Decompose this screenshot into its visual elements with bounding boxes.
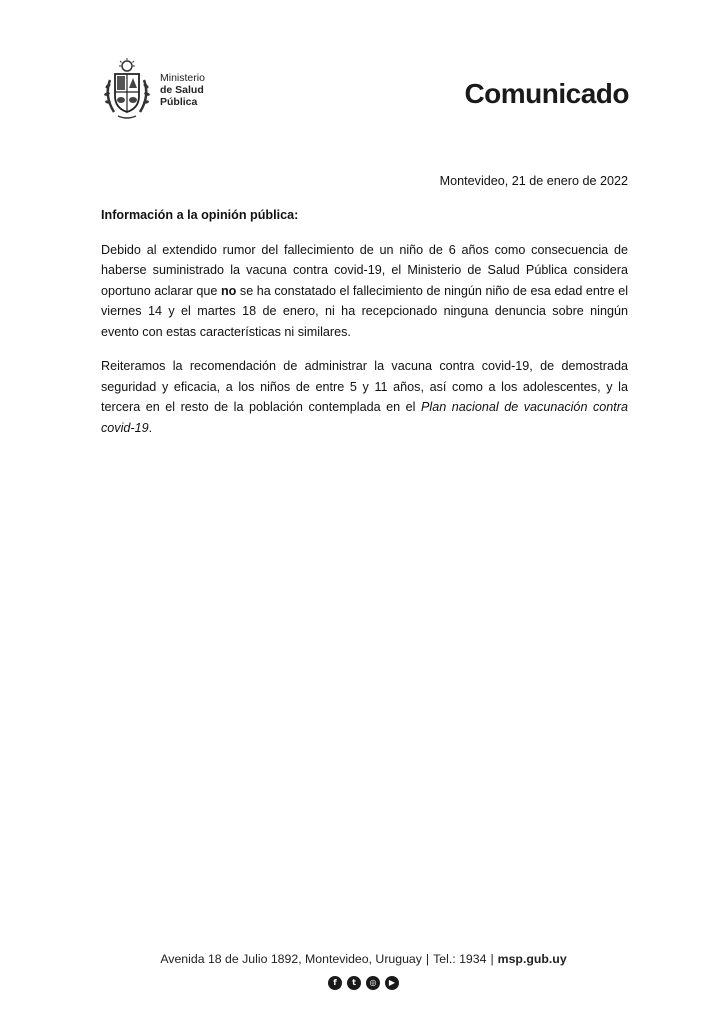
- footer-separator: |: [490, 952, 494, 966]
- document-body: [101, 205, 628, 452]
- paragraph-1-text-b: se ha constatado el fallecimiento de ningún niño de esa edad entre el viernes 14 y el martes 18 de enero, ni ha recepcionado ninguna denuncia sobre ningún evento con estas características ni similares.: [101, 283, 628, 339]
- paragraph-2: [101, 356, 628, 438]
- footer-address: Avenida 18 de Julio 1892, Montevideo, Uruguay: [160, 952, 422, 966]
- ministry-name: [160, 72, 205, 108]
- document-type-title: Comunicado: [464, 78, 629, 109]
- footer-phone: Tel.: 1934: [433, 952, 487, 966]
- ministry-name-line3: Pública: [160, 96, 198, 108]
- social-links: [0, 976, 727, 990]
- ministry-logo: [100, 58, 205, 122]
- paragraph-1: [101, 240, 628, 343]
- ministry-name-line2: de Salud: [160, 84, 204, 96]
- paragraph-1-text-a: Debido al extendido rumor del fallecimiento de un niño de 6 años como consecuencia de haberse suministrado la vacuna contra covid-19, el Ministerio de Salud Pública considera oportuno aclarar que: [101, 242, 628, 298]
- footer-contact: [0, 952, 727, 966]
- instagram-icon[interactable]: ◎: [366, 976, 380, 990]
- footer-separator: |: [425, 952, 430, 966]
- footer-website-link[interactable]: msp.gub.uy: [497, 952, 567, 966]
- section-heading: Información a la opinión pública:: [101, 208, 299, 222]
- paragraph-1-emphasis: no: [220, 283, 237, 298]
- document-date: Montevideo, 21 de enero de 2022: [439, 174, 628, 188]
- ministry-name-line1: Ministerio: [160, 72, 205, 84]
- youtube-icon[interactable]: ▶: [385, 976, 399, 990]
- coat-of-arms-icon: [100, 58, 154, 122]
- paragraph-2-text-b: .: [148, 420, 153, 435]
- facebook-icon[interactable]: f: [328, 976, 342, 990]
- vaccination-plan-title: Plan nacional de vacunación contra covid-19: [101, 400, 628, 435]
- paragraph-2-text-a: Reiteramos la recomendación de administrar la vacuna contra covid-19, de demostrada seguridad y eficacia, a los niños de entre 5 y 11 años, así como a los adolescentes, y la tercera en el resto de la población contemplada en el: [101, 359, 628, 414]
- twitter-icon[interactable]: t: [347, 976, 361, 990]
